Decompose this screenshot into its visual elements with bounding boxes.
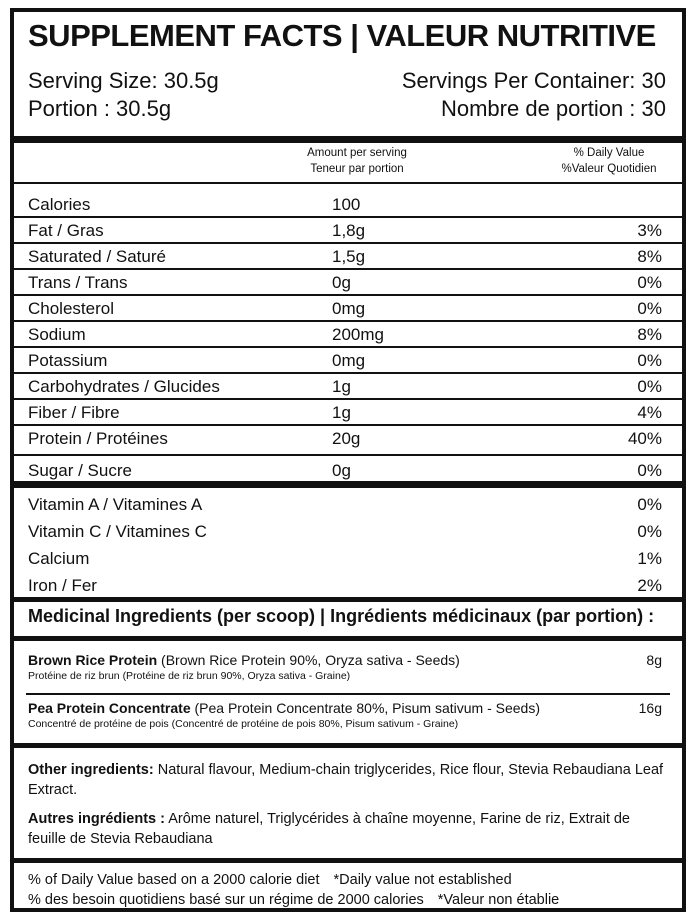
nutrient-row <box>14 192 682 218</box>
vitamin-row <box>14 519 682 545</box>
servings-per-container-fr: Nombre de portion : 30 <box>440 96 666 121</box>
vitamin-name: Vitamin A / Vitamines A <box>28 495 203 514</box>
ingredient-amount: 8g <box>646 652 662 668</box>
nutrient-row <box>14 244 682 270</box>
nutrient-daily-value: 0% <box>637 299 662 318</box>
daily-value-header: % Daily Value %Valeur Quotidien <box>561 147 657 175</box>
vitamin-row <box>14 573 682 599</box>
other-ingredients-text: Natural flavour, Medium-chain triglycerides, Rice flour, Stevia Rebaudiana Leaf Extract. <box>28 762 664 798</box>
ingredient-name-fr: Protéine de riz brun <box>28 670 120 682</box>
nutrient-amount: 100 <box>332 195 361 214</box>
nutrient-amount: 0g <box>332 461 351 480</box>
vitamin-daily-value: 0% <box>637 495 662 514</box>
nutrient-name: Calories <box>28 195 91 214</box>
medicinal-ingredients-title: Medicinal Ingredients (per scoop) | Ingrédients médicinaux (par portion) : <box>28 606 655 626</box>
ingredient-pea-protein-concentrate <box>28 700 668 730</box>
nutrient-daily-value: 4% <box>637 403 662 422</box>
nutrient-amount: 1g <box>332 377 351 396</box>
nutrient-amount: 0mg <box>332 351 366 370</box>
supplement-facts-panel <box>10 8 686 912</box>
ingredient-detail: (Brown Rice Protein 90%, Oryza sativa - Seeds) <box>161 652 460 668</box>
nutrient-daily-value: 0% <box>637 273 662 292</box>
nutrient-amount: 1g <box>332 403 351 422</box>
nutrient-name: Sugar / Sucre <box>28 461 132 480</box>
nutrient-amount: 20g <box>332 429 361 448</box>
vitamin-row <box>14 546 682 572</box>
other-ingredients-label: Other ingredients: <box>28 762 154 778</box>
ingredient-detail-fr: (Concentré de protéine de pois 80%, Pisum sativum - Graine) <box>171 718 459 730</box>
footer-not-established-fr: *Valeur non établie <box>437 892 560 908</box>
ingredient-name-fr: Concentré de protéine de pois <box>28 718 169 730</box>
nutrient-row <box>14 400 682 426</box>
vitamin-row <box>14 492 682 518</box>
footer-dv-note-fr: % des besoin quotidiens basé sur un régime de 2000 calories <box>28 892 424 908</box>
thick-divider-vitamins <box>14 481 682 488</box>
serving-size-fr: Portion : 30.5g <box>28 96 172 121</box>
nutrient-daily-value: 0% <box>637 351 662 370</box>
other-ingredients-text-fr: Arôme naturel, Triglycérides à chaîne moyenne, Farine de riz, Extrait de feuille de Stevia Rebaudiana <box>28 811 631 847</box>
nutrient-row <box>14 348 682 374</box>
header-divider <box>14 182 682 184</box>
panel-title: SUPPLEMENT FACTS | VALEUR NUTRITIVE <box>28 18 656 53</box>
nutrient-daily-value: 8% <box>637 247 662 266</box>
ingredient-brown-rice-protein <box>28 652 668 682</box>
other-ingredients-en <box>28 760 668 800</box>
nutrient-name: Carbohydrates / Glucides <box>28 377 220 396</box>
footer-line-fr <box>28 890 559 910</box>
nutrient-name: Fat / Gras <box>28 221 104 240</box>
vitamin-daily-value: 0% <box>637 522 662 541</box>
other-ingredients-fr <box>28 809 668 849</box>
nutrient-daily-value: 3% <box>637 221 662 240</box>
nutrient-name: Fiber / Fibre <box>28 403 120 422</box>
nutrient-amount: 1,5g <box>332 247 366 266</box>
nutrient-daily-value: 40% <box>627 429 662 448</box>
ingredient-amount: 16g <box>638 700 662 716</box>
vitamin-name: Vitamin C / Vitamines C <box>28 522 207 541</box>
nutrient-amount: 0mg <box>332 299 366 318</box>
nutrient-amount: 200mg <box>332 325 384 344</box>
nutrient-row <box>14 296 682 322</box>
ingredient-name: Brown Rice Protein <box>28 652 158 668</box>
nutrient-daily-value: 0% <box>637 377 662 396</box>
ingredient-name: Pea Protein Concentrate <box>28 700 191 716</box>
nutrient-row <box>14 270 682 296</box>
nutrient-name: Potassium <box>28 351 108 370</box>
medicinal-title-divider <box>14 636 682 641</box>
vitamin-name: Calcium <box>28 549 90 568</box>
footer-line-en <box>28 870 512 890</box>
nutrient-daily-value: 8% <box>637 325 662 344</box>
amount-per-serving-header: Amount per serving Teneur par portion <box>307 147 407 175</box>
nutrient-name: Cholesterol <box>28 299 114 318</box>
ingredient-divider <box>26 693 670 695</box>
nutrient-name: Trans / Trans <box>28 273 128 292</box>
nutrient-name: Saturated / Saturé <box>28 247 166 266</box>
other-ingredients-label-fr: Autres ingrédients : <box>28 811 165 827</box>
serving-size-en: Serving Size: 30.5g <box>28 68 219 93</box>
vitamin-daily-value: 1% <box>637 549 662 568</box>
nutrient-name: Protein / Protéines <box>28 429 168 448</box>
nutrient-amount: 1,8g <box>332 221 366 240</box>
vitamin-name: Iron / Fer <box>28 576 97 595</box>
ingredient-detail-fr: (Protéine de riz brun 90%, Oryza sativa - Graine) <box>122 670 351 682</box>
thick-divider-medicinal <box>14 597 682 602</box>
thick-divider-other <box>14 743 682 748</box>
nutrient-row <box>14 218 682 244</box>
vitamin-daily-value: 2% <box>637 576 662 595</box>
nutrient-row <box>14 426 682 456</box>
nutrient-daily-value: 0% <box>637 461 662 480</box>
footer-not-established-en: *Daily value not established <box>333 872 512 888</box>
ingredient-detail: (Pea Protein Concentrate 80%, Pisum sativum - Seeds) <box>194 700 540 716</box>
nutrient-row <box>14 374 682 400</box>
nutrient-row <box>14 322 682 348</box>
thick-divider-top <box>14 136 682 143</box>
nutrient-name: Sodium <box>28 325 86 344</box>
footer-dv-note-en: % of Daily Value based on a 2000 calorie diet <box>28 872 320 888</box>
nutrient-amount: 0g <box>332 273 351 292</box>
servings-per-container-en: Servings Per Container: 30 <box>401 68 666 93</box>
thick-divider-footer <box>14 858 682 863</box>
